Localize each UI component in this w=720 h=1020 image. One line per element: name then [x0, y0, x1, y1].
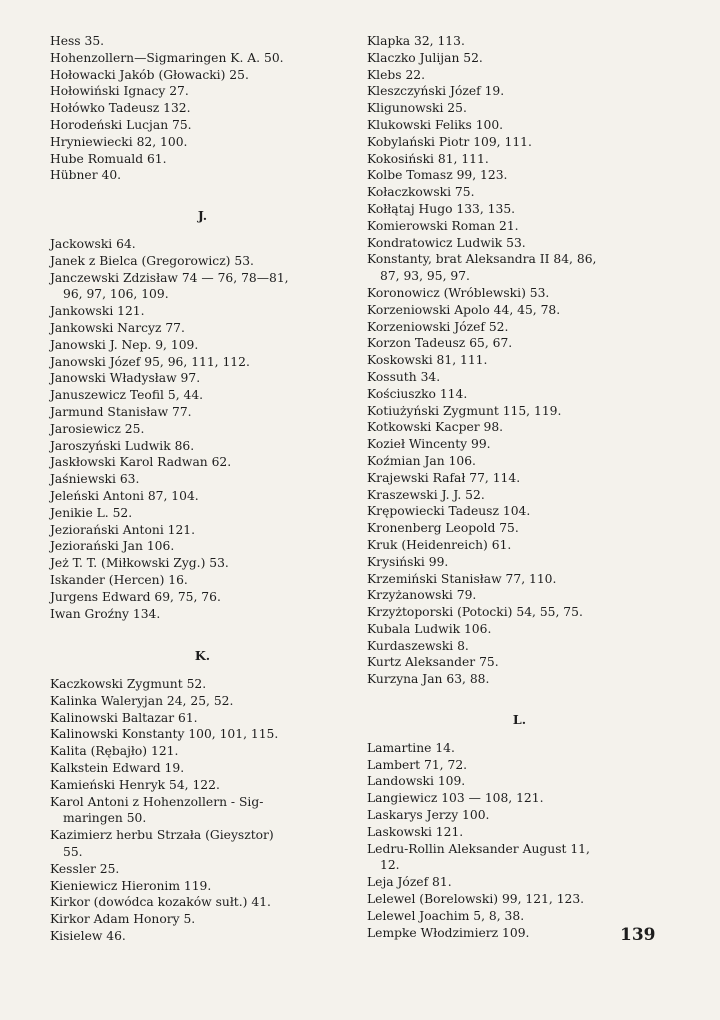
entry-text: Kurdaszewski 8. [367, 638, 469, 653]
entry-text: Kirkor Adam Honory 5. [50, 912, 196, 927]
entry-text: Horodeński Lucjan 75. [50, 117, 192, 132]
entry-text: Hołowacki Jakób (Głowacki) 25. [50, 67, 249, 82]
entry-text: Laskarys Jerzy 100. [367, 808, 490, 823]
index-entry [50, 421, 355, 438]
entry-text: Kronenberg Leopold 75. [367, 521, 519, 536]
entry-text: Krępowiecki Tadeusz 104. [367, 504, 531, 519]
index-entry [367, 335, 672, 352]
entry-text: Koronowicz (Wróblewski) 53. [367, 285, 550, 300]
index-entry [367, 841, 672, 875]
entry-text: Jankowski Narcyz 77. [50, 320, 185, 335]
entry-text: Korzon Tadeusz 65, 67. [367, 336, 513, 351]
index-entry [367, 503, 672, 520]
index-entry [50, 693, 355, 710]
entry-text: Januszewicz Teofil 5, 44. [50, 388, 204, 403]
entry-text: Jaśniewski 63. [50, 472, 140, 487]
entry-text: Lelewel (Borelowski) 99, 121, 123. [367, 892, 585, 907]
entry-continuation: 87, 93, 95, 97. [380, 269, 470, 284]
index-entry [367, 218, 672, 235]
index-entry [367, 740, 672, 757]
entry-text: Kleszczyński Józef 19. [367, 84, 505, 99]
entry-text: Kamieński Henryk 54, 122. [50, 777, 220, 792]
index-entry [367, 824, 672, 841]
entry-text: Jackowski 64. [50, 236, 136, 251]
index-entry [50, 303, 355, 320]
index-entry [50, 438, 355, 455]
entry-text: Jeż T. T. (Miłkowski Zyg.) 53. [50, 556, 229, 571]
entry-text: Janowski J. Nep. 9, 109. [50, 337, 199, 352]
index-entry [367, 100, 672, 117]
entry-text: Kaczkowski Zygmunt 52. [50, 677, 207, 692]
index-entry [367, 487, 672, 504]
entry-text: Kotkowski Kacper 98. [367, 420, 504, 435]
index-entry [367, 891, 672, 908]
entry-text: Hübner 40. [50, 168, 122, 183]
entry-text: Kołłątaj Hugo 133, 135. [367, 201, 516, 216]
entry-text: Karol Antoni z Hohenzollern - Sig- [50, 794, 264, 809]
index-entry [367, 67, 672, 84]
index-entry [50, 387, 355, 404]
index-entry [50, 270, 355, 304]
entry-text: Kalinka Waleryjan 24, 25, 52. [50, 693, 234, 708]
index-entry [367, 436, 672, 453]
index-entry [50, 894, 355, 911]
entry-text: Jankowski 121. [50, 304, 145, 319]
page-number: 139 [620, 925, 656, 945]
entry-text: Janowski Józef 95, 96, 111, 112. [50, 354, 250, 369]
index-entry [50, 911, 355, 928]
index-entry [367, 184, 672, 201]
index-entry [367, 604, 672, 621]
index-entry [367, 201, 672, 218]
index-entry [367, 403, 672, 420]
entry-text: Jurgens Edward 69, 75, 76. [50, 589, 221, 604]
index-entry [367, 251, 672, 285]
entry-text: Klaczko Julijan 52. [367, 50, 483, 65]
entry-text: Krysiński 99. [367, 554, 449, 569]
entry-text: Kieniewicz Hieronim 119. [50, 878, 212, 893]
entry-text: Kossuth 34. [367, 369, 441, 384]
index-entry [50, 320, 355, 337]
index-entry [50, 928, 355, 945]
entry-text: Korzeniowski Józef 52. [367, 319, 509, 334]
entry-text: Kalinowski Baltazar 61. [50, 710, 198, 725]
index-entry [367, 874, 672, 891]
index-entry [367, 134, 672, 151]
entry-text: Klebs 22. [367, 67, 426, 82]
index-entry [50, 134, 355, 151]
entry-text: Jeleński Antoni 87, 104. [50, 488, 199, 503]
h-entries [50, 33, 355, 184]
entry-text: Langiewicz 103 — 108, 121. [367, 791, 544, 806]
index-entry [367, 151, 672, 168]
index-entry [367, 671, 672, 688]
entry-text: Kubala Ludwik 106. [367, 621, 492, 636]
index-entry [50, 760, 355, 777]
index-entry [50, 827, 355, 861]
j-entries [50, 236, 355, 622]
entry-text: Jeziorański Antoni 121. [50, 522, 196, 537]
entry-text: Kozieł Wincenty 99. [367, 437, 491, 452]
entry-text: Lamartine 14. [367, 740, 455, 755]
index-entry [50, 676, 355, 693]
entry-text: Koźmian Jan 106. [367, 453, 476, 468]
index-entry [50, 743, 355, 760]
index-entry [367, 908, 672, 925]
index-entry [50, 117, 355, 134]
index-entry [367, 369, 672, 386]
entry-text: Janek z Bielca (Gregorowicz) 53. [50, 253, 254, 268]
index-entry [367, 33, 672, 50]
entry-text: Krajewski Rafał 77, 114. [367, 470, 521, 485]
index-entry [367, 807, 672, 824]
entry-continuation: 96, 97, 106, 109. [63, 287, 169, 302]
entry-text: Kirkor (dowódca kozaków sułt.) 41. [50, 895, 271, 910]
index-entry [50, 572, 355, 589]
entry-text: Hryniewiecki 82, 100. [50, 134, 188, 149]
entry-text: Krzyżtoporski (Potocki) 54, 55, 75. [367, 605, 583, 620]
section-heading-l: L. [512, 712, 527, 728]
index-entry [50, 471, 355, 488]
index-entry [50, 878, 355, 895]
entry-text: Iwan Groźny 134. [50, 606, 161, 621]
entry-text: Kessler 25. [50, 861, 120, 876]
entry-text: Jaroszyński Ludwik 86. [50, 438, 195, 453]
index-entry [367, 235, 672, 252]
entry-text: Hube Romuald 61. [50, 151, 167, 166]
entry-continuation: 55. [63, 845, 83, 860]
entry-text: Kobylański Piotr 109, 111. [367, 134, 532, 149]
index-entry [50, 589, 355, 606]
entry-text: Kazimierz herbu Strzała (Gieysztor) [50, 828, 274, 843]
index-entry [50, 522, 355, 539]
entry-text: Landowski 109. [367, 774, 466, 789]
index-entry [367, 419, 672, 436]
entry-text: Hohenzollern—Sigmaringen K. A. 50. [50, 50, 284, 65]
entry-text: Laskowski 121. [367, 824, 464, 839]
index-entry [367, 50, 672, 67]
index-entry [367, 470, 672, 487]
entry-text: Kurzyna Jan 63, 88. [367, 672, 490, 687]
entry-text: Janowski Władysław 97. [50, 371, 201, 386]
index-entry [367, 319, 672, 336]
index-entry [50, 370, 355, 387]
index-entry [50, 606, 355, 623]
index-entry [50, 100, 355, 117]
left-column [50, 33, 355, 945]
index-entry [367, 554, 672, 571]
index-entry [50, 253, 355, 270]
entry-text: Ledru-Rollin Aleksander August 11, [367, 841, 590, 856]
index-entry [367, 757, 672, 774]
entry-text: Lambert 71, 72. [367, 757, 468, 772]
entry-text: Korzeniowski Apolo 44, 45, 78. [367, 302, 561, 317]
entry-text: Klapka 32, 113. [367, 34, 465, 48]
entry-continuation: maringen 50. [63, 811, 147, 826]
index-entry [50, 151, 355, 168]
entry-text: Kościuszko 114. [367, 386, 468, 401]
index-entry [50, 167, 355, 184]
index-entry [367, 638, 672, 655]
entry-text: Kalinowski Konstanty 100, 101, 115. [50, 727, 279, 742]
entry-text: Iskander (Hercen) 16. [50, 572, 188, 587]
index-entry [367, 167, 672, 184]
index-entry [367, 352, 672, 369]
index-entry [367, 302, 672, 319]
index-entry [367, 386, 672, 403]
index-entry [367, 621, 672, 638]
entry-text: Kalita (Rębajło) 121. [50, 744, 179, 759]
index-entry [50, 404, 355, 421]
entry-text: Kisielew 46. [50, 929, 126, 944]
entry-text: Klukowski Feliks 100. [367, 117, 504, 132]
index-entry [367, 773, 672, 790]
index-entry [50, 83, 355, 100]
index-entry [50, 726, 355, 743]
entry-text: Lempke Włodzimierz 109. [367, 925, 530, 940]
index-entry [367, 654, 672, 671]
index-entry [50, 710, 355, 727]
index-entry [50, 555, 355, 572]
index-entry [50, 67, 355, 84]
index-entry [367, 520, 672, 537]
entry-text: Konstanty, brat Aleksandra II 84, 86, [367, 252, 597, 267]
index-entry [50, 33, 355, 50]
entry-text: Hess 35. [50, 34, 105, 48]
index-entry [50, 236, 355, 253]
index-entry [50, 794, 355, 828]
entry-text: Kotiużyński Zygmunt 115, 119. [367, 403, 562, 418]
entry-text: Hołowiński Ignacy 27. [50, 84, 189, 99]
index-entry [367, 790, 672, 807]
entry-text: Kraszewski J. J. 52. [367, 487, 485, 502]
entry-text: Komierowski Roman 21. [367, 218, 519, 233]
index-entry [50, 454, 355, 471]
entry-text: Kołaczkowski 75. [367, 185, 475, 200]
index-entry [367, 285, 672, 302]
entry-text: Jarmund Stanisław 77. [50, 404, 192, 419]
entry-text: Jenikie L. 52. [50, 505, 133, 520]
entry-continuation: 12. [380, 858, 400, 873]
entry-text: Jeziorański Jan 106. [50, 539, 175, 554]
entry-text: Kondratowicz Ludwik 53. [367, 235, 526, 250]
index-entry [50, 861, 355, 878]
entry-text: Kolbe Tomasz 99, 123. [367, 168, 508, 183]
index-entry [367, 453, 672, 470]
entry-text: Janczewski Zdzisław 74 — 76, 78—81, [50, 270, 289, 285]
entry-text: Jaskłowski Karol Radwan 62. [50, 455, 232, 470]
entry-text: Koskowski 81, 111. [367, 353, 488, 368]
index-entry [50, 488, 355, 505]
entry-text: Kalkstein Edward 19. [50, 761, 185, 776]
index-entry [50, 354, 355, 371]
entry-text: Leja Józef 81. [367, 875, 452, 890]
entry-text: Jarosiewicz 25. [50, 421, 145, 436]
index-entry [50, 50, 355, 67]
index-entry [367, 83, 672, 100]
index-entry [50, 777, 355, 794]
section-heading-j: J. [197, 208, 208, 224]
entry-text: Hołówko Tadeusz 132. [50, 101, 191, 116]
l-entries [367, 740, 672, 942]
index-entry [367, 537, 672, 554]
entry-text: Krzemiński Stanisław 77, 110. [367, 571, 557, 586]
entry-text: Kruk (Heidenreich) 61. [367, 537, 512, 552]
index-entry [367, 587, 672, 604]
index-entry [367, 571, 672, 588]
index-entry [50, 505, 355, 522]
right-column [367, 33, 672, 941]
k-entries-right [367, 33, 672, 688]
entry-text: Kligunowski 25. [367, 101, 467, 116]
entry-text: Kokosiński 81, 111. [367, 151, 489, 166]
entry-text: Kurtz Aleksander 75. [367, 655, 499, 670]
entry-text: Krzyżanowski 79. [367, 588, 477, 603]
k-entries-left [50, 676, 355, 945]
section-heading-k: K. [194, 648, 211, 664]
index-entry [50, 337, 355, 354]
index-entry [50, 538, 355, 555]
entry-text: Lelewel Joachim 5, 8, 38. [367, 908, 525, 923]
index-entry [367, 117, 672, 134]
